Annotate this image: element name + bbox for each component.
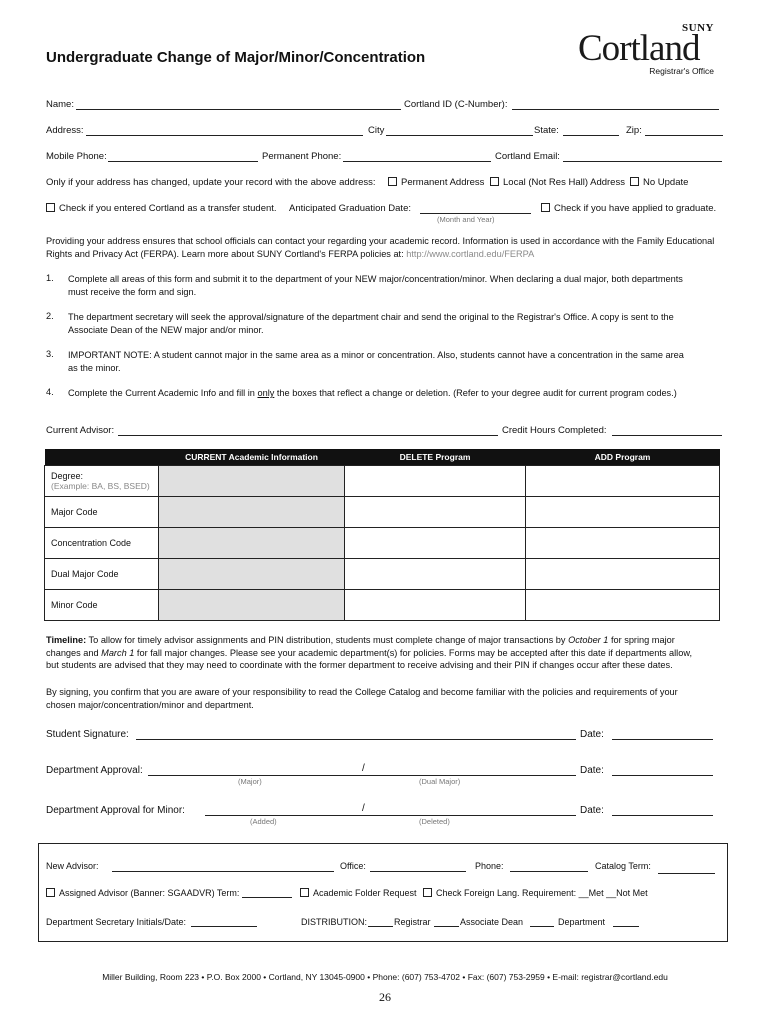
current-advisor-label: Current Advisor: (46, 425, 115, 436)
no-update-option[interactable] (630, 177, 688, 188)
distribution-label: DISTRIBUTION: (301, 917, 368, 927)
table-header: ADD Program (526, 449, 720, 466)
department-label: Department (558, 917, 606, 927)
timeline-text: To allow for timely advisor assignments and PIN distribution, students must complete change of major transactions by (86, 635, 569, 645)
minor-date-field[interactable] (612, 815, 713, 816)
row-label: Dual Major Code (45, 559, 159, 590)
checkbox-icon[interactable] (423, 888, 432, 897)
delete-degree-cell[interactable] (345, 466, 526, 497)
logo-suny: SUNY (682, 22, 714, 34)
instruction-line: The department secretary will seek the approval/signature of the department chair and send the original to the Registrar's Office. A copy is sent to the (68, 312, 674, 322)
zip-field[interactable] (645, 135, 723, 136)
name-label: Name: (46, 99, 74, 110)
table-header-row (45, 449, 720, 466)
permanent-phone-field[interactable] (343, 161, 491, 162)
instruction-number: 3. (46, 349, 54, 359)
signing-line: chosen major/concentration/minor and department. (46, 699, 254, 710)
instruction-text: the boxes that reflect a change or deletion. (Refer to your degree audit for current program codes.) (274, 388, 677, 398)
instruction-3 (68, 349, 738, 374)
timeline-line (46, 647, 736, 660)
permanent-address-label: Permanent Address (401, 177, 485, 188)
signing-notice (46, 686, 736, 711)
delete-cell[interactable] (345, 497, 526, 528)
slash-separator: / (362, 763, 365, 774)
add-cell[interactable] (526, 528, 720, 559)
current-cell[interactable] (159, 590, 345, 621)
transfer-option[interactable] (46, 203, 277, 214)
current-cell[interactable] (159, 559, 345, 590)
timeline-date: March 1 (101, 647, 135, 658)
checkbox-icon[interactable] (388, 177, 397, 186)
new-advisor-field[interactable] (112, 871, 334, 872)
table-header (45, 449, 159, 466)
dept-date-label: Date: (580, 765, 604, 776)
dept-minor-field[interactable] (205, 815, 576, 816)
ferpa-link[interactable]: http://www.cortland.edu/FERPA (406, 248, 535, 259)
timeline-text: changes and (46, 647, 102, 658)
checkbox-icon[interactable] (541, 203, 550, 212)
assigned-term-field[interactable] (242, 897, 292, 898)
phone-field[interactable] (510, 871, 588, 872)
academic-folder-label: Academic Folder Request (313, 888, 417, 898)
deleted-sublabel: (Deleted) (419, 817, 450, 826)
program-table (44, 449, 720, 621)
credit-hours-label: Credit Hours Completed: (502, 425, 607, 436)
zip-label: Zip: (626, 125, 642, 136)
add-cell[interactable] (526, 590, 720, 621)
instruction-2 (68, 311, 738, 336)
secretary-field[interactable] (191, 926, 257, 927)
degree-label: Degree: (51, 471, 84, 481)
minor-date-label: Date: (580, 805, 604, 816)
current-cell[interactable] (159, 528, 345, 559)
row-label: Concentration Code (45, 528, 159, 559)
major-sublabel: (Major) (238, 777, 262, 786)
instruction-number: 4. (46, 387, 54, 397)
table-row (45, 497, 720, 528)
timeline-label: Timeline: (46, 635, 87, 645)
department-check-field[interactable] (530, 926, 554, 927)
instruction-number: 1. (46, 273, 54, 283)
degree-example: (Example: BA, BS, BSED) (51, 481, 150, 491)
instruction-line: as the minor. (68, 362, 121, 373)
state-field[interactable] (563, 135, 619, 136)
signing-line: By signing, you confirm that you are aware of your responsibility to read the College Catalog and become familiar with the policies and requirements of your (46, 687, 678, 697)
dept-date-field[interactable] (612, 775, 713, 776)
table-row (45, 590, 720, 621)
add-cell[interactable] (526, 559, 720, 590)
grad-date-sublabel: (Month and Year) (437, 215, 495, 224)
transfer-label: Check if you entered Cortland as a transfer student. (59, 203, 277, 214)
city-label: City (368, 125, 385, 136)
degree-label-cell (45, 466, 159, 497)
student-date-field[interactable] (612, 739, 713, 740)
cortland-id-label: Cortland ID (C-Number): (404, 99, 508, 110)
registrar-label: Registrar (394, 917, 431, 927)
student-signature-field[interactable] (136, 739, 576, 740)
timeline-line (46, 634, 736, 647)
dept-approval-label: Department Approval: (46, 765, 143, 776)
logo-name: Cortland (578, 28, 700, 69)
instruction-line: must receive the form and sign. (68, 286, 197, 297)
timeline-text: for fall major changes. Please see your academic department(s) for policies. Forms may be accepted after this date if departments allow, (134, 647, 693, 658)
applied-graduate-option[interactable] (541, 203, 716, 214)
dept-approval-field[interactable] (148, 775, 576, 776)
city-field[interactable] (386, 135, 533, 136)
row-label: Major Code (45, 497, 159, 528)
local-address-label: Local (Not Res Hall) Address (503, 177, 625, 188)
office-label: Office: (340, 861, 366, 871)
checkbox-icon[interactable] (300, 888, 309, 897)
foreign-lang-label: Check Foreign Lang. Requirement: __Met __Not Met (436, 888, 648, 898)
delete-cell[interactable] (345, 528, 526, 559)
foreign-lang-option[interactable] (423, 888, 648, 899)
checkbox-icon[interactable] (46, 888, 55, 897)
delete-cell[interactable] (345, 559, 526, 590)
secretary-label: Department Secretary Initials/Date: (46, 917, 187, 927)
delete-cell[interactable] (345, 590, 526, 621)
grad-date-field[interactable] (420, 213, 531, 214)
logo-subtitle: Registrar's Office (649, 66, 714, 76)
address-update-prompt: Only if your address has changed, update your record with the above address: (46, 177, 376, 188)
cortland-email-label: Cortland Email: (495, 151, 560, 162)
address-label: Address: (46, 125, 84, 136)
table-row (45, 466, 720, 497)
cortland-email-field[interactable] (563, 161, 722, 162)
timeline-text: for spring major (608, 635, 675, 645)
instruction-line: Associate Dean of the NEW major and/or minor. (68, 324, 264, 335)
assigned-advisor-option[interactable] (46, 888, 239, 899)
table-row (45, 559, 720, 590)
permanent-address-option[interactable] (388, 177, 484, 188)
dept-minor-label: Department Approval for Minor: (46, 805, 185, 816)
assoc-dean-check-field[interactable] (434, 926, 459, 927)
checkbox-icon[interactable] (490, 177, 499, 186)
form-title: Undergraduate Change of Major/Minor/Concentration (46, 49, 426, 66)
cortland-id-field[interactable] (512, 109, 719, 110)
instruction-line: IMPORTANT NOTE: A student cannot major in the same area as a minor or concentration. Also, students cannot have a concentration in the same area (68, 350, 684, 360)
phone-label: Phone: (475, 861, 504, 871)
footer-contact: Miller Building, Room 223 • P.O. Box 2000 • Cortland, NY 13045-0900 • Phone: (607) 753-4702 • Fax: (607) 753-2959 • E-mail: registrar@cortland.edu (102, 972, 668, 982)
checkbox-icon[interactable] (46, 203, 55, 212)
student-date-label: Date: (580, 729, 604, 740)
mobile-phone-field[interactable] (108, 161, 258, 162)
assoc-dean-label: Associate Dean (460, 917, 524, 927)
table-header: CURRENT Academic Information (159, 449, 345, 466)
timeline-line: but students are advised that they may need to coordinate with the former department to receive advising and their PIN if changes occur after these dates. (46, 660, 673, 670)
assigned-advisor-label: Assigned Advisor (Banner: SGAADVR) Term: (59, 888, 240, 898)
credit-hours-field[interactable] (612, 435, 722, 436)
grad-date-label: Anticipated Graduation Date: (289, 203, 411, 214)
catalog-term-label: Catalog Term: (595, 861, 651, 871)
academic-folder-option[interactable] (300, 888, 417, 899)
applied-graduate-label: Check if you have applied to graduate. (554, 203, 717, 214)
no-update-label: No Update (643, 177, 689, 188)
instruction-1 (68, 273, 738, 298)
instruction-4 (68, 387, 738, 400)
instruction-text: Complete the Current Academic Info and fill in (68, 388, 258, 398)
address-field[interactable] (86, 135, 363, 136)
row-label: Minor Code (45, 590, 159, 621)
added-sublabel: (Added) (250, 817, 277, 826)
current-cell[interactable] (159, 497, 345, 528)
name-field[interactable] (76, 109, 401, 110)
instruction-number: 2. (46, 311, 54, 321)
timeline-notice (46, 634, 736, 672)
catalog-term-field[interactable] (658, 873, 715, 874)
page-number: 26 (379, 990, 391, 1004)
table-header: DELETE Program (345, 449, 526, 466)
instruction-line: Complete all areas of this form and submit it to the department of your NEW major/concentration/minor. When declaring a dual major, both departments (68, 274, 683, 284)
add-cell[interactable] (526, 497, 720, 528)
cortland-logo (578, 22, 720, 80)
state-label: State: (534, 125, 559, 136)
current-degree-cell[interactable] (159, 466, 345, 497)
slash-separator: / (362, 803, 365, 814)
privacy-text: Providing your address ensures that school officials can contact your regarding your academic record. Information is used in accordance with the Family Educational Rights and Privacy Act (FERPA). Learn more about SUNY Cortland's FERPA policies at: (46, 236, 715, 259)
office-field[interactable] (370, 871, 466, 872)
student-signature-label: Student Signature: (46, 729, 129, 740)
mobile-phone-label: Mobile Phone: (46, 151, 107, 162)
current-advisor-field[interactable] (118, 435, 498, 436)
local-address-option[interactable] (490, 177, 625, 188)
department-after-field[interactable] (613, 926, 639, 927)
privacy-notice (46, 235, 726, 260)
add-degree-cell[interactable] (526, 466, 720, 497)
permanent-phone-label: Permanent Phone: (262, 151, 342, 162)
dual-major-sublabel: (Dual Major) (419, 777, 461, 786)
registrar-check-field[interactable] (368, 926, 393, 927)
table-row (45, 528, 720, 559)
timeline-date: October 1 (568, 635, 609, 645)
checkbox-icon[interactable] (630, 177, 639, 186)
new-advisor-label: New Advisor: (46, 861, 99, 871)
instruction-emphasis: only (257, 388, 275, 398)
